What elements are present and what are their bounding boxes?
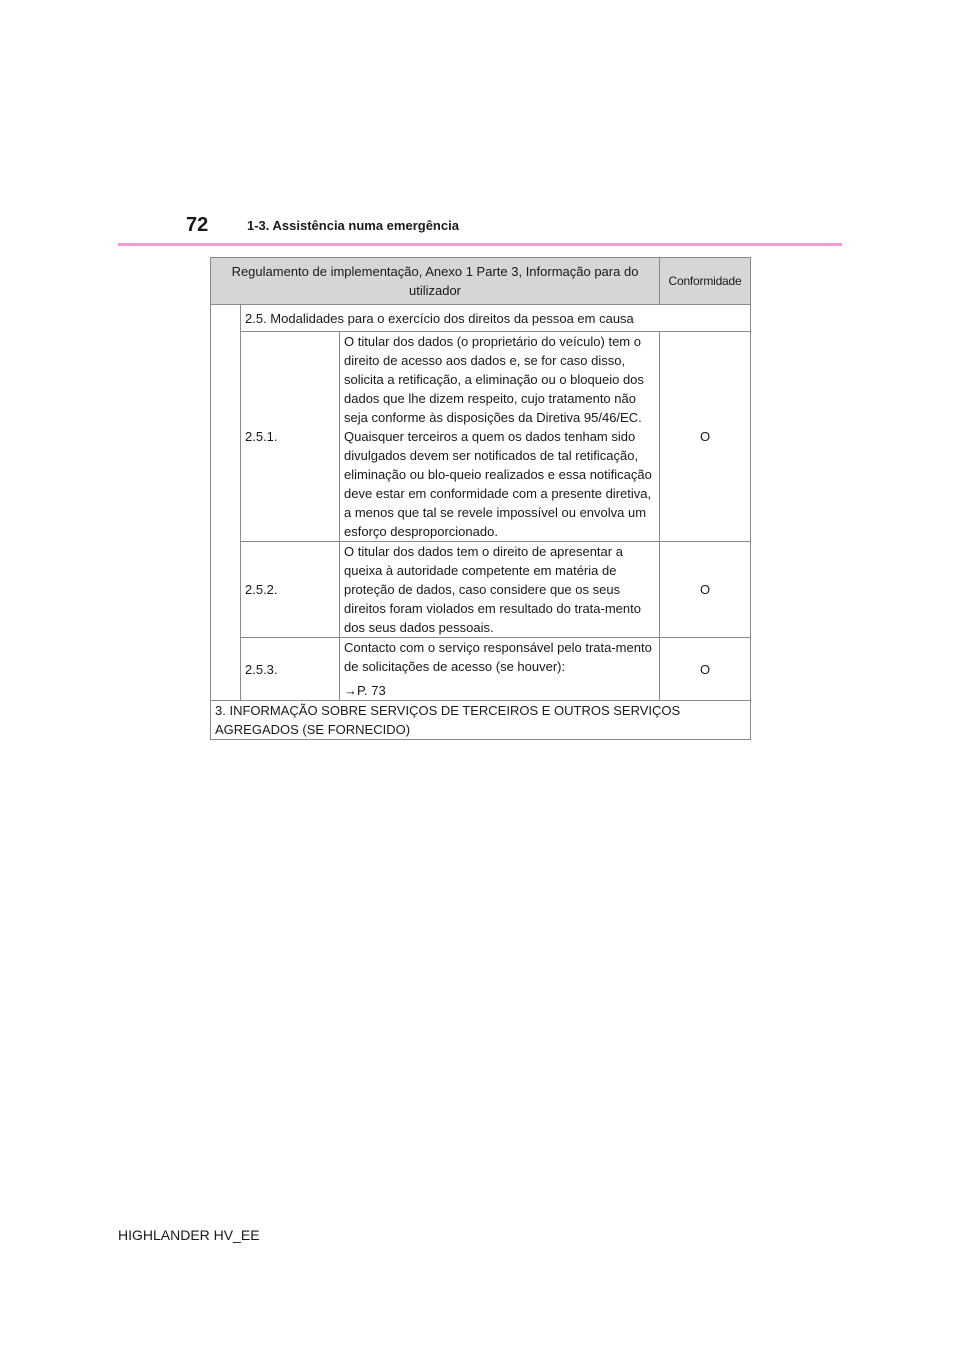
header-regulation: Regulamento de implementação, Anexo 1 Parte 3, Informação para do utilizador (211, 258, 660, 305)
subsection-row (211, 305, 751, 332)
section3-row (211, 701, 751, 740)
row-conformity: O (660, 542, 751, 638)
table-row (211, 332, 751, 542)
table-row (211, 542, 751, 638)
page-number: 72 (186, 214, 209, 236)
row-description: O titular dos dados tem o direito de apresentar a queixa à autoridade competente em matéria de proteção de dados, caso considere que os seus direitos foram violados em resultado do trata-mento dos seus dados pessoais. (340, 542, 660, 638)
table-row (211, 638, 751, 701)
indent-cell (211, 305, 241, 701)
row-number: 2.5.3. (241, 638, 340, 701)
header-conformity: Conformidade (660, 258, 751, 305)
row-conformity: O (660, 332, 751, 542)
row-description-text: Contacto com o serviço responsável pelo trata-mento de solicitações de acesso (se houver): (344, 640, 652, 674)
regulation-table (210, 257, 751, 740)
row-conformity: O (660, 638, 751, 701)
section3-title: 3. INFORMAÇÃO SOBRE SERVIÇOS DE TERCEIROS E OUTROS SERVIÇOS AGREGADOS (SE FORNECIDO) (211, 701, 751, 740)
table-header-row (211, 258, 751, 305)
row-number: 2.5.2. (241, 542, 340, 638)
subsection-title: 2.5. Modalidades para o exercício dos direitos da pessoa em causa (241, 305, 751, 332)
row-description (340, 638, 660, 701)
row-number: 2.5.1. (241, 332, 340, 542)
page-reference-link[interactable]: →P. 73 (344, 683, 386, 698)
row-description: O titular dos dados (o proprietário do veículo) tem o direito de acesso aos dados e, se for caso disso, solicita a retificação, a eliminação ou o bloqueio dos dados que lhe dizem respeito, cujo tratamento não seja conforme às disposições da Diretiva 95/46/EC. Quaisquer terceiros a quem os dados tenham sido divulgados devem ser notificados de tal retificação, eliminação ou blo-queio realizados e essa notificação deve estar em conformidade com a presente diretiva, a menos que tal se revele impossível ou envolva um esforço desproporcionado. (340, 332, 660, 542)
header-divider (118, 243, 842, 246)
footer-model: HIGHLANDER HV_EE (118, 1227, 260, 1243)
section-title: 1-3. Assistência numa emergência (247, 218, 459, 233)
